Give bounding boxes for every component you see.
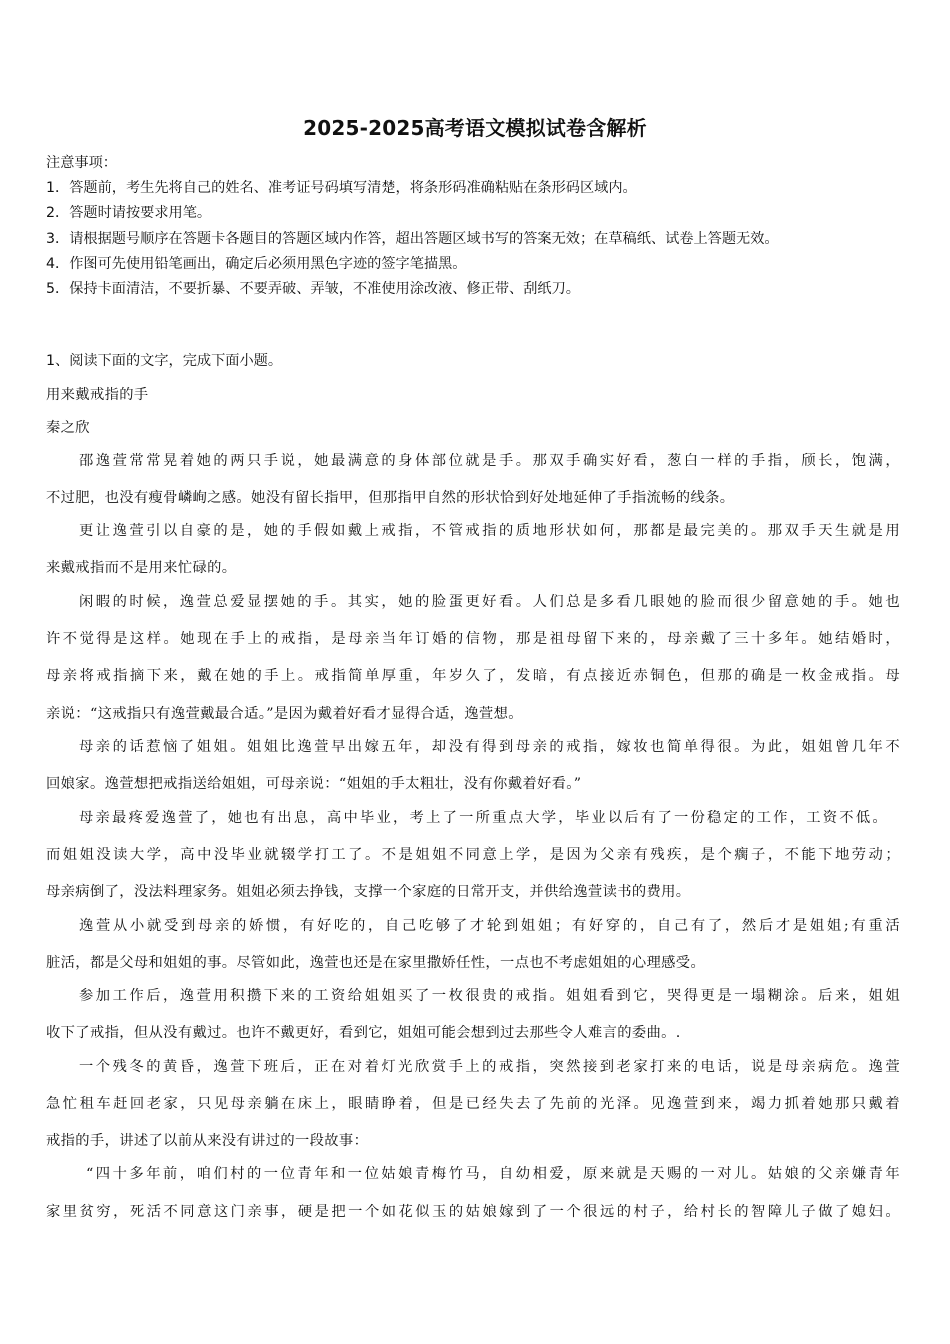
article-line: 回娘家。逸萱想把戒指送给姐姐，可母亲说：“姐姐的手太粗壮，没有你戴着好看。” [46,776,582,792]
article-line: 母亲最疼爱逸萱了，她也有出息，高中毕业，考上了一所重点大学，毕业以后有了一份稳定的工作，工资不低。 [79,810,887,826]
notice-section [46,151,916,302]
article-line: 而姐姐没读大学，高中没毕业就辍学打工了。不是姐姐不同意上学，是因为父亲有残疾，是个瘸子，不能下地劳动； [46,847,900,863]
exam-title: 2025-2025高考语文模拟试卷含解析 [303,116,647,140]
article-line: 闲暇的时候，逸萱总爱显摆她的手。其实，她的脸蛋更好看。人们总是多看几眼她的脸而很少留意她的手。她也 [79,594,900,610]
article-line: 急忙租车赶回老家，只见母亲躺在床上，眼睛睁着，但是已经失去了先前的光泽。见逸萱到来，竭力抓着她那只戴着 [46,1096,900,1112]
article-line: 许不觉得是这样。她现在手上的戒指，是母亲当年订婚的信物，那是祖母留下来的，母亲戴了三十多年。她结婚时， [46,631,900,647]
article-line: 脏活，都是父母和姐姐的事。尽管如此，逸萱也还是在家里撒娇任性，一点也不考虑姐姐的心理感受。 [46,955,706,971]
article-line: 戒指的手，讲述了以前从来没有讲过的一段故事： [46,1133,369,1149]
notice-heading: 注意事项： [46,155,117,171]
notice-item: 3．请根据题号顺序在答题卡各题目的答题区域内作答，超出答题区域书写的答案无效；在草稿纸、试卷上答题无效。 [46,230,779,247]
article-line: 母亲将戒指摘下来，戴在她的手上。戒指简单厚重，年岁久了，发暗，有点接近赤铜色，但那的确是一枚金戒指。母 [46,668,900,684]
notice-item: 4．作图可先使用铅笔画出，确定后必须用黑色字迹的签字笔描黑。 [46,255,467,272]
article-line: 亲说：“这戒指只有逸萱戴最合适。”是因为戴着好看才显得合适，逸萱想。 [46,706,523,722]
article-author: 秦之欣 [46,420,90,436]
article-line: 家里贫穷，死活不同意这门亲事，硬是把一个如花似玉的姑娘嫁到了一个很远的村子，给村长的智障儿子做了媳妇。 [46,1204,900,1220]
article-line: 更让逸萱引以自豪的是，她的手假如戴上戒指，不管戒指的质地形状如何，那都是最完美的。那双手天生就是用 [79,523,900,539]
article-line: 邵逸萱常常晃着她的两只手说，她最满意的身体部位就是手。那双手确实好看，葱白一样的手指，颀长，饱满， [79,453,900,469]
question-intro: 1、阅读下面的文字，完成下面小题。 [46,353,283,369]
notice-item: 2．答题时请按要求用笔。 [46,205,212,222]
article-line: 不过肥，也没有瘦骨嶙峋之感。她没有留长指甲，但那指甲自然的形状恰到好处地延伸了手指流畅的线条。 [46,490,735,506]
article-title: 用来戴戒指的手 [46,387,149,403]
article-line: 一个残冬的黄昏，逸萱下班后，正在对着灯光欣赏手上的戒指，突然接到老家打来的电话，说是母亲病危。逸萱 [79,1059,900,1075]
article-line: 逸萱从小就受到母亲的娇惯，有好吃的，自己吃够了才轮到姐姐；有好穿的，自己有了，然后才是姐姐;有重活 [79,918,900,934]
article-line: 母亲病倒了，没法料理家务。姐姐必须去挣钱，支撑一个家庭的日常开支，并供给逸萱读书的费用。 [46,884,691,900]
article-line: 母亲的话惹恼了姐姐。姐姐比逸萱早出嫁五年，却没有得到母亲的戒指，嫁妆也简单得很。为此，姐姐曾几年不 [79,739,900,755]
notice-item: 1．答题前，考生先将自己的姓名、准考证号码填写清楚，将条形码准确粘贴在条形码区域内。 [46,180,637,197]
article-line: “四十多年前，咱们村的一位青年和一位姑娘青梅竹马，自幼相爱，原来就是天赐的一对儿。姑娘的父亲嫌青年 [86,1166,900,1182]
notice-item: 5．保持卡面清洁，不要折暴、不要弄破、弄皱，不准使用涂改液、修正带、刮纸刀。 [46,280,580,297]
article-line: 来戴戒指而不是用来忙碌的。 [46,560,237,576]
article-line: 收下了戒指，但从没有戴过。也许不戴更好，看到它，姐姐可能会想到过去那些令人难言的委曲。. [46,1025,681,1041]
article-line: 参加工作后，逸萱用积攒下来的工资给姐姐买了一枚很贵的戒指。姐姐看到它，哭得更是一塌糊涂。后来，姐姐 [79,988,900,1004]
